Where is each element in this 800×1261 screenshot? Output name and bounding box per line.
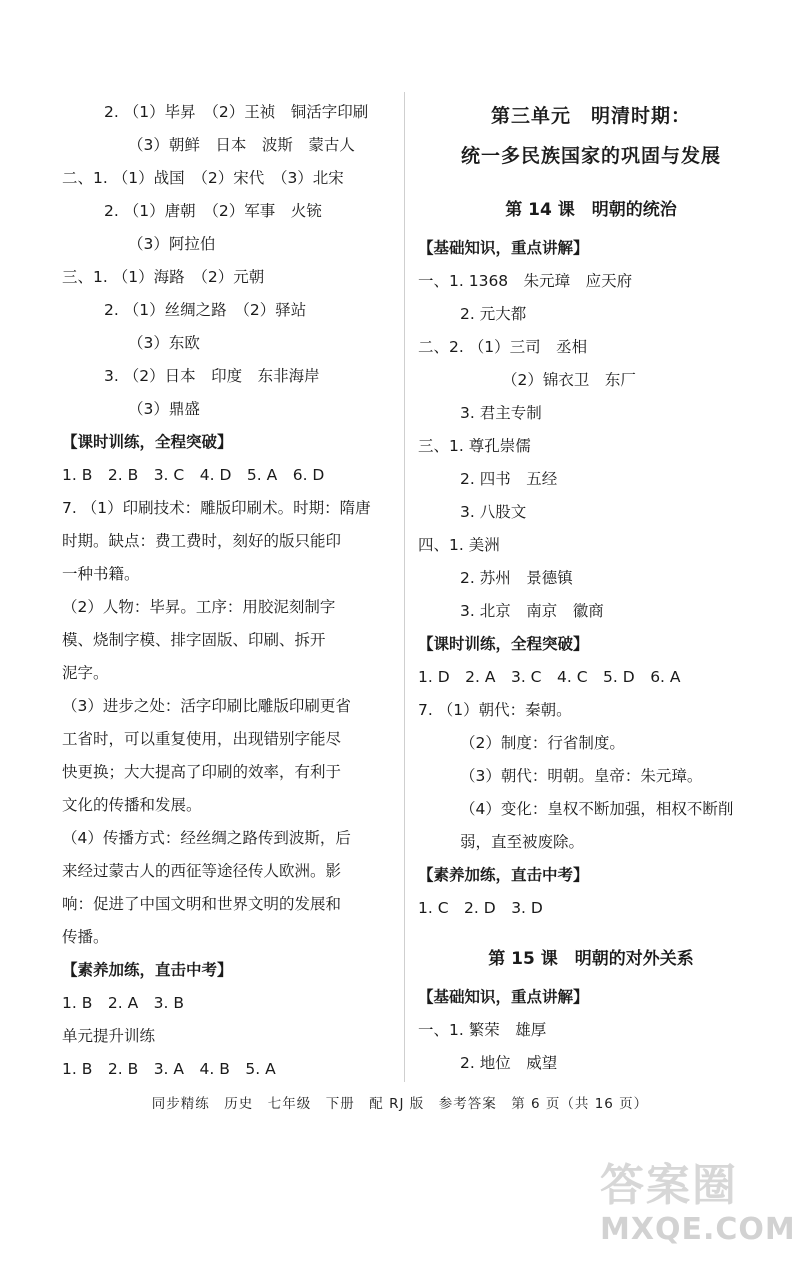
answer-line: 弱，直至被废除。 [460, 833, 585, 851]
right-column [418, 96, 764, 1080]
left-column [62, 96, 400, 1086]
answer-line: 二、2. （1）三司 丞相 [418, 338, 588, 356]
answer-line: （3）进步之处：活字印刷比雕版印刷更省 [62, 697, 351, 715]
answer-line: 2. 地位 威望 [460, 1054, 558, 1072]
answer-line: 工省时，可以重复使用，出现错别字能尽 [62, 730, 342, 748]
answer-line: 2. （1）毕昇 （2）王祯 铜活字印刷 [104, 103, 369, 121]
answer-line: 3. 北京 南京 徽商 [460, 602, 604, 620]
answer-line: 响：促进了中国文明和世界文明的发展和 [62, 895, 342, 913]
answer-line: 2. （1）丝绸之路 （2）驿站 [104, 301, 307, 319]
answer-line: （3）阿拉伯 [128, 235, 216, 253]
answer-line: 1. C 2. D 3. D [418, 899, 543, 917]
answer-line: 3. 君主专制 [460, 404, 542, 422]
answer-line: 一、1. 1368 朱元璋 应天府 [418, 272, 633, 290]
section-heading: 【素养加练，直击中考】 [62, 961, 233, 979]
answer-line: 一种书籍。 [62, 565, 140, 583]
answer-line: （3）朝鲜 日本 波斯 蒙古人 [128, 136, 355, 154]
answer-line: 2. 元大都 [460, 305, 527, 323]
section-heading: 【素养加练，直击中考】 [418, 866, 589, 884]
answer-line: （2）锦衣卫 东厂 [502, 371, 636, 389]
section-heading: 【课时训练，全程突破】 [418, 635, 589, 653]
answer-line: 四、1. 美洲 [418, 536, 500, 554]
answer-line: 泥字。 [62, 664, 109, 682]
answer-line: 3. （2）日本 印度 东非海岸 [104, 367, 320, 385]
unit-title-line-2: 统一多民族国家的巩固与发展 [460, 145, 721, 167]
answer-line: 2. 苏州 景德镇 [460, 569, 573, 587]
answer-line: 1. B 2. B 3. A 4. B 5. A [62, 1060, 276, 1078]
lesson-14-title: 第 14 课 明朝的统治 [505, 200, 677, 220]
answer-line: （4）传播方式：经丝绸之路传到波斯，后 [62, 829, 351, 847]
answer-line: （3）东欧 [128, 334, 200, 352]
section-heading: 【基础知识，重点讲解】 [418, 988, 589, 1006]
unit-title-line-1: 第三单元 明清时期： [490, 105, 691, 127]
lesson-15-answers [418, 981, 764, 1080]
lesson-15-title: 第 15 课 明朝的对外关系 [488, 949, 694, 969]
answer-line: （3）朝代：明朝。皇帝：朱元璋。 [460, 767, 703, 785]
answer-line: 2. 四书 五经 [460, 470, 558, 488]
watermark [600, 1160, 796, 1250]
answer-line: 三、1. （1）海路 （2）元朝 [62, 268, 265, 286]
answer-line: （4）变化：皇权不断加强，相权不断削 [460, 800, 734, 818]
answer-line: 快更换；大大提高了印刷的效率，有利于 [62, 763, 342, 781]
answer-line: 传播。 [62, 928, 109, 946]
answer-line: 模、烧制字模、排字固版、印刷、拆开 [62, 631, 326, 649]
answer-line: 单元提升训练 [62, 1027, 156, 1045]
answer-line: 二、1. （1）战国 （2）宋代 （3）北宋 [62, 169, 344, 187]
answer-line: 3. 八股文 [460, 503, 527, 521]
section-heading: 【基础知识，重点讲解】 [418, 239, 589, 257]
answer-line: 1. D 2. A 3. C 4. C 5. D 6. A [418, 668, 681, 686]
column-divider [404, 92, 405, 1082]
answer-line: （3）鼎盛 [128, 400, 200, 418]
answer-line: 三、1. 尊孔崇儒 [418, 437, 531, 455]
watermark-url: MXQE.COM [600, 1212, 796, 1247]
answer-line: 2. （1）唐朝 （2）军事 火铳 [104, 202, 322, 220]
answer-line: （2）人物：毕昇。工序：用胶泥刻制字 [62, 598, 336, 616]
section-heading: 【课时训练，全程突破】 [62, 433, 233, 451]
answer-line: 时期。缺点：费工费时，刻好的版只能印 [62, 532, 342, 550]
answer-line: 1. B 2. B 3. C 4. D 5. A 6. D [62, 466, 325, 484]
answer-line: 一、1. 繁荣 雄厚 [418, 1021, 547, 1039]
watermark-logo: 答案圈 [600, 1160, 738, 1211]
answer-line: 来经过蒙古人的西征等途径传人欧洲。影 [62, 862, 342, 880]
lesson-14-answers [418, 232, 764, 925]
answer-line: 文化的传播和发展。 [62, 796, 202, 814]
answer-line: 7. （1）印刷技术：雕版印刷术。时期：隋唐 [62, 499, 371, 517]
page-footer: 同步精练 历史 七年级 下册 配 RJ 版 参考答案 第 6 页（共 16 页） [151, 1096, 649, 1112]
answer-line: （2）制度：行省制度。 [460, 734, 625, 752]
answer-line: 7. （1）朝代：秦朝。 [418, 701, 572, 719]
answer-line: 1. B 2. A 3. B [62, 994, 185, 1012]
